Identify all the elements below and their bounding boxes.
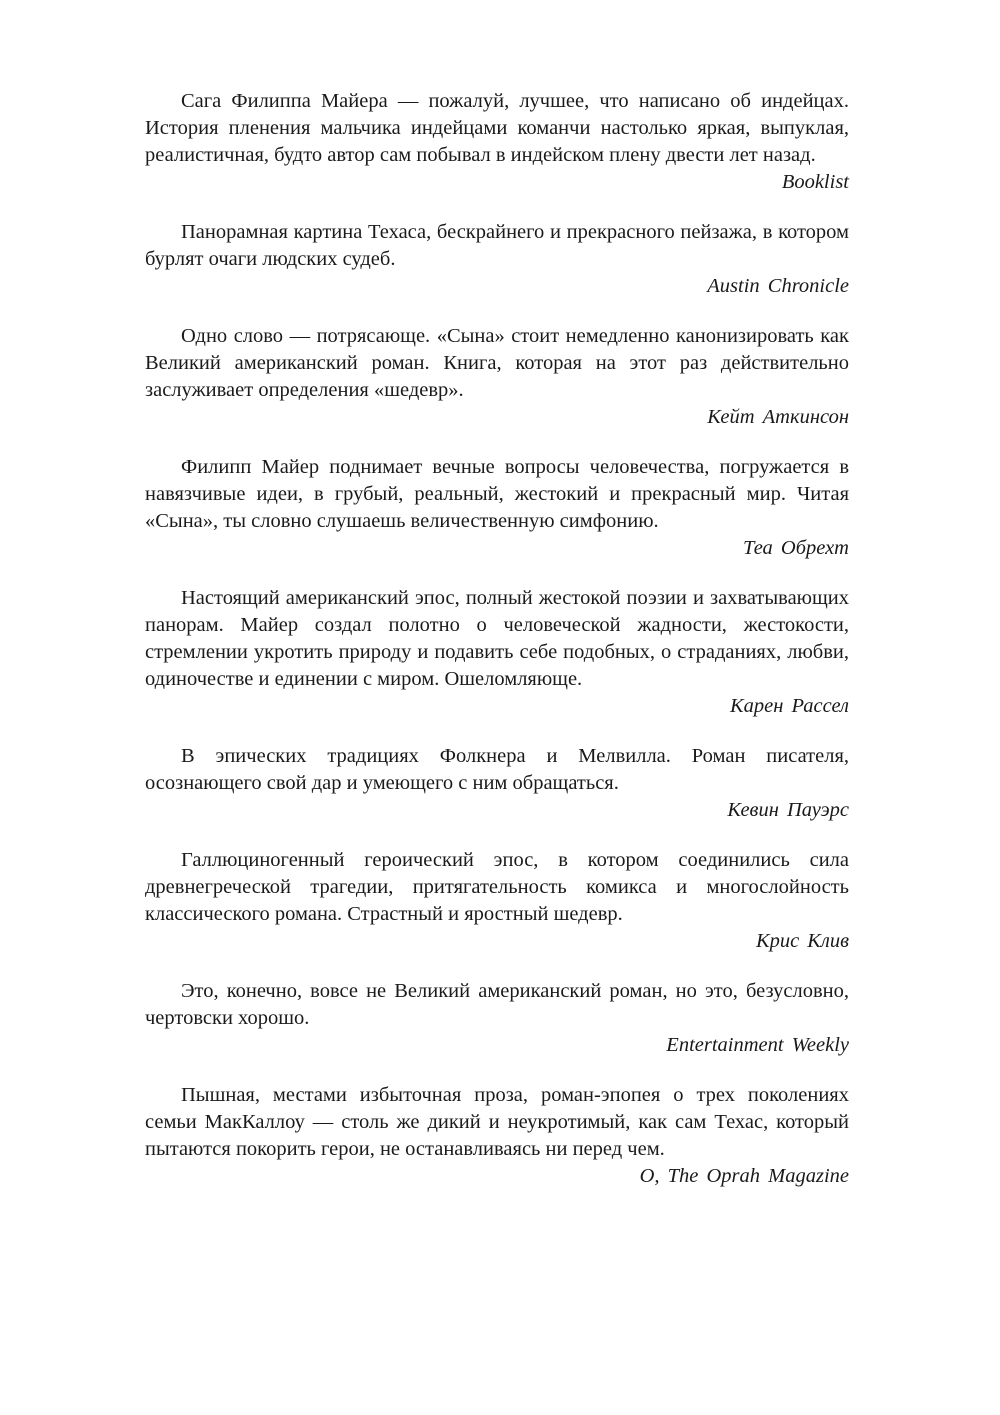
review-quote: Сага Филиппа Майера — пожалуй, лучшее, что написано об индейцах. История пленения мальчика индейцами команчи настолько яркая, выпуклая, реалистичная, будто автор сам побывал в индейском плену двести лет назад. — [145, 90, 849, 166]
review-kevin-powers — [145, 743, 849, 824]
review-source: Карен Рассел — [730, 695, 849, 717]
review-source: Austin Chronicle — [707, 275, 849, 297]
review-source: Кейт Аткинсон — [707, 406, 849, 428]
review-source: Теа Обрехт — [743, 537, 849, 559]
review-source: O, The Oprah Magazine — [639, 1165, 849, 1187]
reviews-page — [145, 88, 849, 1213]
review-quote: В эпических традициях Фолкнера и Мелвилла. Роман писателя, осознающего свой дар и умеющего с ним обращаться. — [145, 745, 849, 794]
review-quote: Это, конечно, вовсе не Великий американский роман, но это, безусловно, чертовски хорошо. — [145, 980, 849, 1029]
review-tea-obreht — [145, 454, 849, 562]
review-quote: Галлюциногенный героический эпос, в котором соединились сила древнегреческой трагедии, притягательность комикса и многослойность классического романа. Страстный и яростный шедевр. — [145, 849, 849, 925]
review-quote: Филипп Майер поднимает вечные вопросы человечества, погружается в навязчивые идеи, в грубый, реальный, жестокий и прекрасный мир. Читая «Сына», ты словно слушаешь величественную симфонию. — [145, 456, 849, 532]
review-kate-atkinson — [145, 323, 849, 431]
review-oprah-magazine — [145, 1082, 849, 1190]
review-booklist — [145, 88, 849, 196]
review-source: Кевин Пауэрс — [727, 799, 849, 821]
review-quote: Одно слово — потрясающе. «Сына» стоит немедленно канонизировать как Великий американский роман. Книга, которая на этот раз действительно заслуживает определения «шедевр». — [145, 325, 849, 401]
review-quote: Пышная, местами избыточная проза, роман-эпопея о трех поколениях семьи МакКаллоу — столь же дикий и неукротимый, как сам Техас, который пытаются покорить герои, не останавливаясь ни перед чем. — [145, 1084, 849, 1160]
review-source: Entertainment Weekly — [666, 1034, 849, 1056]
review-source: Booklist — [781, 171, 849, 193]
review-quote: Панорамная картина Техаса, бескрайнего и прекрасного пейзажа, в котором бурлят очаги людских судеб. — [145, 221, 849, 270]
review-source: Крис Клив — [755, 930, 849, 952]
review-austin-chronicle — [145, 219, 849, 300]
review-entertainment-weekly — [145, 978, 849, 1059]
review-karen-russell — [145, 585, 849, 720]
review-quote: Настоящий американский эпос, полный жестокой поэзии и захватывающих панорам. Майер создал полотно о человеческой жадности, жестокости, стремлении укротить природу и подавить себе подобных, о страданиях, любви, одиночестве и единении с миром. Ошеломляюще. — [145, 587, 849, 690]
review-chris-cleave — [145, 847, 849, 955]
